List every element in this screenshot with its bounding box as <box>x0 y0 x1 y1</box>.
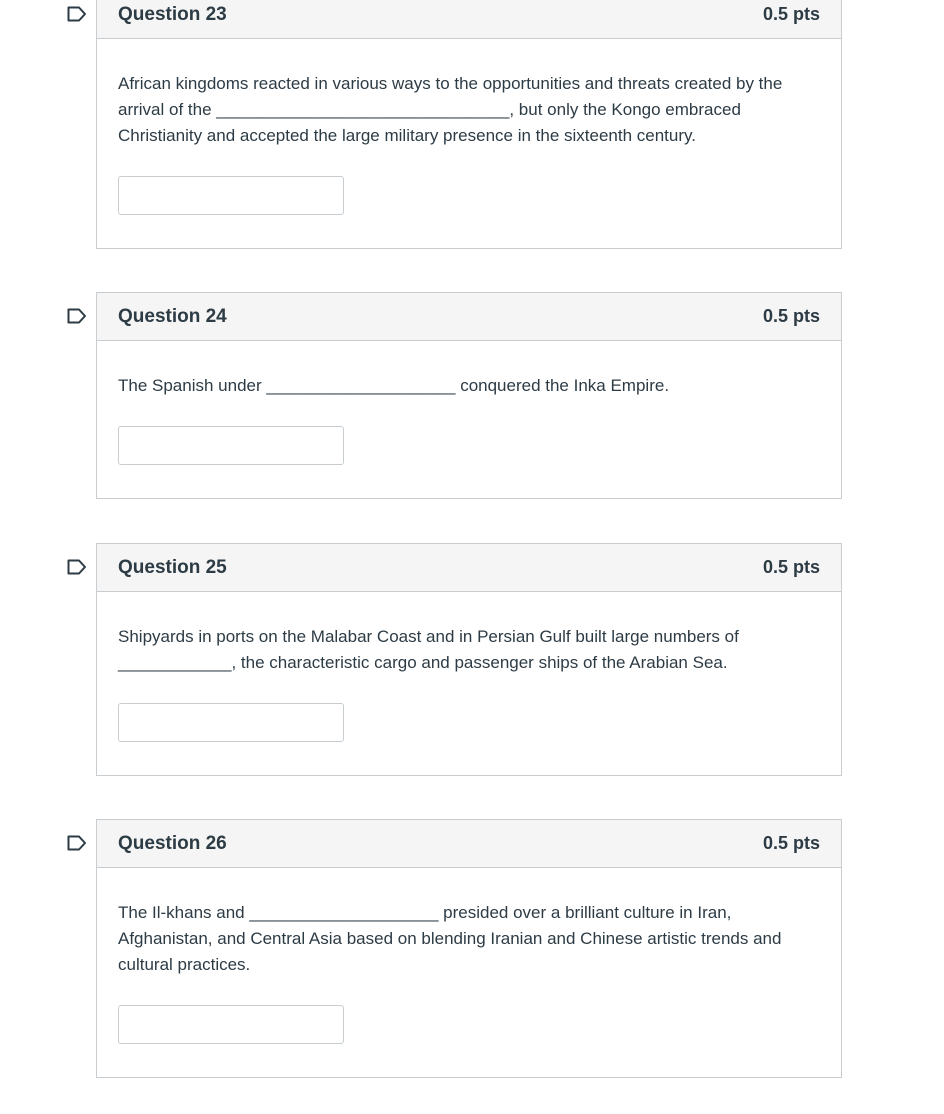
question-text: African kingdoms reacted in various ways to the opportunities and threats created by the arrival of the _______________________________, but only the Kongo embraced Christianity and accepted the large military presence in the sixteenth century. <box>118 74 783 145</box>
flag-question-25-icon[interactable] <box>67 559 87 575</box>
question-body <box>97 592 841 773</box>
question-26 <box>96 819 842 1078</box>
question-title: Question 26 <box>118 832 227 854</box>
question-23 <box>96 0 842 249</box>
question-points: 0.5 pts <box>762 557 820 577</box>
question-24 <box>96 292 842 499</box>
question-header <box>97 0 841 39</box>
question-body <box>97 39 841 246</box>
question-title: Question 25 <box>118 556 227 578</box>
question-body <box>97 341 841 496</box>
question-text: The Spanish under ____________________ conquered the Inka Empire. <box>118 376 670 395</box>
question-25 <box>96 543 842 776</box>
answer-input[interactable] <box>118 176 344 215</box>
question-header <box>97 820 841 868</box>
flag-question-24-icon[interactable] <box>67 308 87 324</box>
question-header <box>97 544 841 592</box>
question-points: 0.5 pts <box>762 306 820 326</box>
answer-input[interactable] <box>118 426 344 465</box>
flag-question-26-icon[interactable] <box>67 835 87 851</box>
flag-question-23-icon[interactable] <box>67 6 87 22</box>
question-title: Question 24 <box>118 305 227 327</box>
question-body <box>97 868 841 1075</box>
question-points: 0.5 pts <box>762 4 820 24</box>
question-text: Shipyards in ports on the Malabar Coast and in Persian Gulf built large numbers of ____________, the characteristic cargo and passenger ships of the Arabian Sea. <box>118 627 739 672</box>
question-text: The Il-khans and ____________________ presided over a brilliant culture in Iran, Afghanistan, and Central Asia based on blending Iranian and Chinese artistic trends and cultural practices. <box>118 903 782 974</box>
question-title: Question 23 <box>118 3 227 25</box>
question-points: 0.5 pts <box>762 833 820 853</box>
question-header <box>97 293 841 341</box>
answer-input[interactable] <box>118 703 344 742</box>
answer-input[interactable] <box>118 1005 344 1044</box>
